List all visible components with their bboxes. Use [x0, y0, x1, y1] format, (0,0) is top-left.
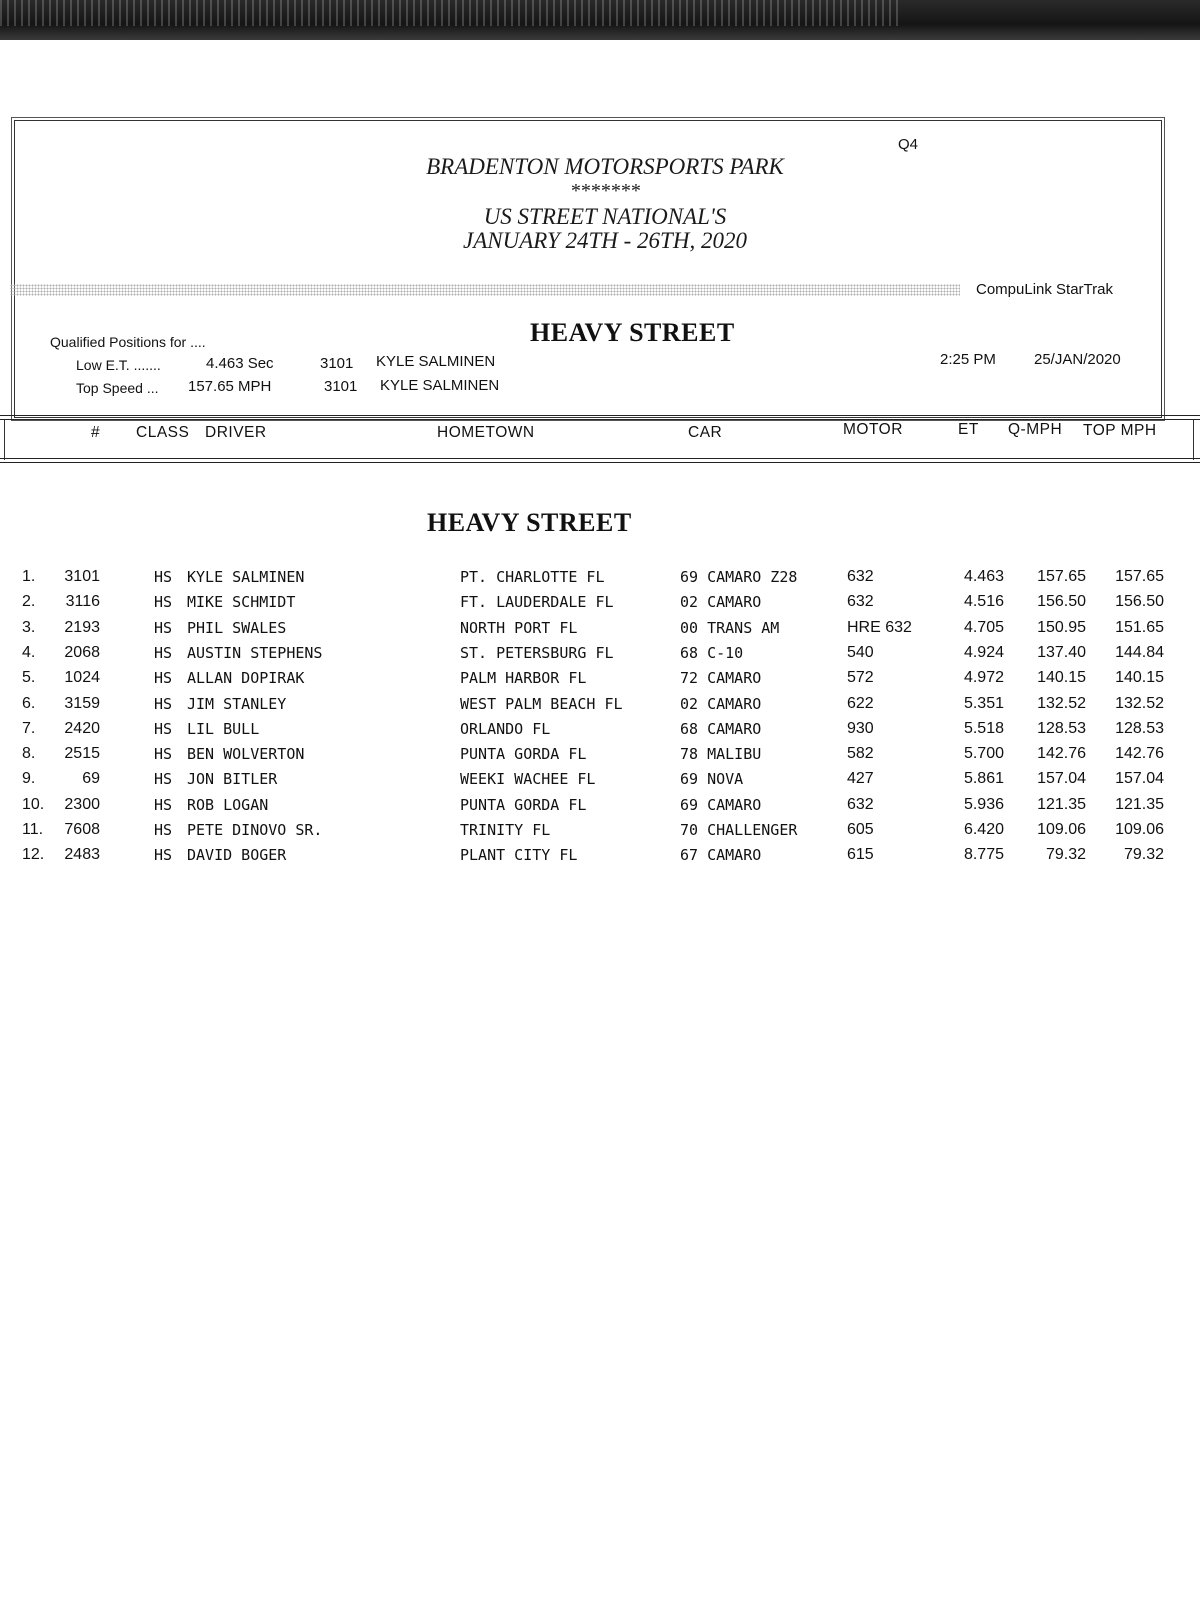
- motor-cell: 632: [847, 568, 874, 585]
- driver-cell: DAVID BOGER: [187, 846, 287, 865]
- car-number-cell: 3101: [64, 568, 100, 585]
- top-speed-label: Top Speed ...: [76, 380, 159, 396]
- et-cell: 5.861: [963, 770, 1004, 788]
- class-cell: HS: [154, 770, 173, 789]
- track-title: BRADENTON MOTORSPORTS PARK: [426, 154, 784, 179]
- qualified-heading: Qualified Positions for ....: [50, 334, 206, 350]
- et-cell: 4.705: [963, 618, 1004, 636]
- top-speed-car: 3101: [324, 378, 358, 395]
- low-et-value: 4.463 Sec: [206, 355, 274, 372]
- class-cell: HS: [154, 593, 173, 612]
- report-date: 25/JAN/2020: [1034, 351, 1121, 368]
- col-header-motor: MOTOR: [843, 421, 903, 438]
- hometown-cell: PALM HARBOR FL: [460, 669, 587, 688]
- class-cell: HS: [154, 568, 173, 586]
- position-cell: 7.: [22, 719, 36, 737]
- car-number-cell: 3159: [64, 694, 100, 712]
- class-cell: HS: [154, 795, 173, 814]
- class-cell: HS: [154, 719, 173, 738]
- class-cell: HS: [154, 846, 173, 865]
- car-number-cell: 3116: [65, 593, 100, 611]
- motor-cell: 615: [847, 846, 874, 864]
- top-mph-cell: 132.52: [1115, 694, 1164, 712]
- top-mph-cell: 79.32: [1123, 846, 1164, 864]
- car-number-cell: 2515: [64, 745, 100, 763]
- position-cell: 1.: [22, 568, 36, 585]
- class-cell: HS: [154, 694, 173, 713]
- table-row: [0, 796, 1200, 821]
- position-cell: 5.: [22, 669, 36, 687]
- class-cell: HS: [154, 643, 173, 662]
- divider: [0, 415, 1200, 416]
- position-cell: 6.: [22, 694, 36, 712]
- table-row: [0, 745, 1200, 770]
- driver-cell: AUSTIN STEPHENS: [187, 643, 323, 662]
- low-et-driver: KYLE SALMINEN: [376, 353, 496, 370]
- divider: [0, 462, 1200, 463]
- class-cell: HS: [154, 669, 173, 688]
- car-cell: 70 CHALLENGER: [680, 821, 798, 839]
- qmph-cell: 157.65: [1037, 568, 1086, 585]
- table-row: [0, 669, 1200, 694]
- col-header-num: #: [91, 424, 101, 441]
- divider: [4, 420, 5, 460]
- divider: [0, 458, 1200, 459]
- motor-cell: 622: [847, 694, 874, 712]
- car-number-cell: 2068: [64, 643, 100, 661]
- qmph-cell: 142.76: [1037, 745, 1086, 763]
- event-title: US STREET NATIONAL'S: [483, 204, 727, 229]
- hometown-cell: NORTH PORT FL: [460, 618, 578, 637]
- col-header-class: CLASS: [136, 424, 190, 441]
- col-header-et: ET: [958, 421, 979, 438]
- motor-cell: 632: [847, 593, 874, 611]
- qmph-cell: 156.50: [1037, 593, 1086, 611]
- et-cell: 5.518: [963, 719, 1004, 737]
- top-mph-cell: 156.50: [1115, 593, 1164, 611]
- car-number-cell: 2483: [64, 846, 100, 864]
- top-mph-cell: 157.65: [1115, 568, 1164, 585]
- motor-cell: 582: [847, 745, 874, 763]
- driver-cell: PHIL SWALES: [187, 618, 287, 637]
- top-mph-cell: 109.06: [1115, 821, 1164, 838]
- car-cell: 69 CAMARO Z28: [680, 568, 798, 586]
- et-cell: 4.516: [963, 593, 1004, 611]
- position-cell: 12.: [22, 846, 45, 864]
- top-mph-cell: 157.04: [1115, 770, 1164, 788]
- class-cell: HS: [154, 745, 173, 764]
- col-header-hometown: HOMETOWN: [437, 424, 535, 441]
- motor-cell: 632: [847, 795, 874, 813]
- car-cell: 67 CAMARO: [680, 846, 762, 865]
- et-cell: 4.463: [963, 568, 1004, 585]
- car-number-cell: 69: [82, 770, 100, 788]
- car-cell: 68 CAMARO: [680, 719, 762, 738]
- section-title: HEAVY STREET: [427, 508, 632, 537]
- scan-edge-strip: [0, 0, 1200, 40]
- position-cell: 2.: [22, 593, 36, 611]
- driver-cell: ALLAN DOPIRAK: [187, 669, 305, 688]
- table-row: [0, 846, 1200, 871]
- et-cell: 4.924: [963, 643, 1004, 661]
- top-mph-cell: 151.65: [1115, 618, 1164, 636]
- col-header-driver: DRIVER: [205, 424, 267, 441]
- low-et-car: 3101: [320, 355, 354, 372]
- timing-system-label: CompuLink StarTrak: [976, 281, 1113, 298]
- driver-cell: JON BITLER: [187, 770, 278, 789]
- top-mph-cell: 140.15: [1115, 669, 1164, 687]
- table-row: [0, 695, 1200, 720]
- car-number-cell: 2193: [64, 618, 100, 636]
- session-label: Q4: [898, 136, 919, 153]
- et-cell: 5.351: [963, 694, 1004, 712]
- position-cell: 8.: [22, 745, 36, 763]
- hometown-cell: WEEKI WACHEE FL: [460, 770, 596, 789]
- qmph-cell: 121.35: [1037, 795, 1086, 813]
- hometown-cell: FT. LAUDERDALE FL: [460, 593, 614, 612]
- position-cell: 10.: [22, 795, 45, 813]
- motor-cell: 605: [847, 821, 874, 838]
- qmph-cell: 128.53: [1037, 719, 1086, 737]
- top-mph-cell: 121.35: [1115, 795, 1164, 813]
- driver-cell: MIKE SCHMIDT: [187, 593, 296, 612]
- table-row: [0, 568, 1200, 593]
- hometown-cell: TRINITY FL: [460, 821, 551, 839]
- qmph-cell: 157.04: [1037, 770, 1086, 788]
- car-cell: 68 C-10: [680, 643, 744, 662]
- hometown-cell: ORLANDO FL: [460, 719, 551, 738]
- car-cell: 00 TRANS AM: [680, 618, 780, 637]
- table-row: [0, 619, 1200, 644]
- et-cell: 8.775: [963, 846, 1004, 864]
- car-cell: 02 CAMARO: [680, 694, 762, 713]
- top-mph-cell: 144.84: [1115, 643, 1164, 661]
- class-title: HEAVY STREET: [530, 318, 735, 347]
- et-cell: 6.420: [963, 821, 1004, 838]
- top-speed-driver: KYLE SALMINEN: [380, 377, 500, 394]
- class-cell: HS: [154, 821, 173, 839]
- col-header-topmph: TOP MPH: [1083, 422, 1157, 439]
- hometown-cell: WEST PALM BEACH FL: [460, 694, 623, 713]
- driver-cell: ROB LOGAN: [187, 795, 269, 814]
- car-cell: 72 CAMARO: [680, 669, 762, 688]
- motor-cell: HRE 632: [847, 618, 912, 636]
- motor-cell: 572: [847, 669, 874, 687]
- qmph-cell: 132.52: [1037, 694, 1086, 712]
- car-cell: 69 NOVA: [680, 770, 744, 789]
- table-row: [0, 720, 1200, 745]
- col-header-qmph: Q-MPH: [1008, 421, 1063, 438]
- report-time: 2:25 PM: [940, 351, 996, 368]
- table-row: [0, 770, 1200, 795]
- qmph-cell: 137.40: [1037, 643, 1086, 661]
- dot-pattern-rule: [10, 284, 960, 296]
- motor-cell: 930: [847, 719, 874, 737]
- qmph-cell: 150.95: [1037, 618, 1086, 636]
- hometown-cell: PLANT CITY FL: [460, 846, 578, 865]
- car-cell: 78 MALIBU: [680, 745, 762, 764]
- car-number-cell: 2300: [64, 795, 100, 813]
- qmph-cell: 109.06: [1037, 821, 1086, 838]
- motor-cell: 540: [847, 643, 874, 661]
- divider: [0, 419, 1200, 420]
- car-cell: 69 CAMARO: [680, 795, 762, 814]
- top-mph-cell: 142.76: [1115, 745, 1164, 763]
- top-speed-value: 157.65 MPH: [188, 378, 272, 395]
- driver-cell: BEN WOLVERTON: [187, 745, 305, 764]
- driver-cell: JIM STANLEY: [187, 694, 287, 713]
- qmph-cell: 140.15: [1037, 669, 1086, 687]
- et-cell: 5.700: [963, 745, 1004, 763]
- car-number-cell: 1024: [64, 669, 100, 687]
- top-mph-cell: 128.53: [1115, 719, 1164, 737]
- car-number-cell: 7608: [64, 821, 100, 838]
- table-row: [0, 593, 1200, 618]
- table-row: [0, 644, 1200, 669]
- motor-cell: 427: [847, 770, 874, 788]
- driver-cell: KYLE SALMINEN: [187, 568, 305, 586]
- col-header-car: CAR: [688, 424, 723, 441]
- low-et-label: Low E.T. .......: [76, 357, 161, 373]
- qmph-cell: 79.32: [1045, 846, 1086, 864]
- hometown-cell: PUNTA GORDA FL: [460, 795, 587, 814]
- driver-cell: PETE DINOVO SR.: [187, 821, 323, 839]
- position-cell: 11.: [22, 821, 44, 838]
- driver-cell: LIL BULL: [187, 719, 260, 738]
- divider: [1193, 420, 1194, 460]
- hometown-cell: ST. PETERSBURG FL: [460, 643, 614, 662]
- table-row: [0, 821, 1200, 846]
- hometown-cell: PT. CHARLOTTE FL: [460, 568, 605, 586]
- car-number-cell: 2420: [64, 719, 100, 737]
- et-cell: 4.972: [963, 669, 1004, 687]
- title-stars: *******: [570, 180, 640, 202]
- class-cell: HS: [154, 618, 173, 637]
- position-cell: 9.: [22, 770, 36, 788]
- position-cell: 3.: [22, 618, 36, 636]
- et-cell: 5.936: [963, 795, 1004, 813]
- event-dates: JANUARY 24TH - 26TH, 2020: [463, 228, 747, 253]
- car-cell: 02 CAMARO: [680, 593, 762, 612]
- hometown-cell: PUNTA GORDA FL: [460, 745, 587, 764]
- position-cell: 4.: [22, 643, 36, 661]
